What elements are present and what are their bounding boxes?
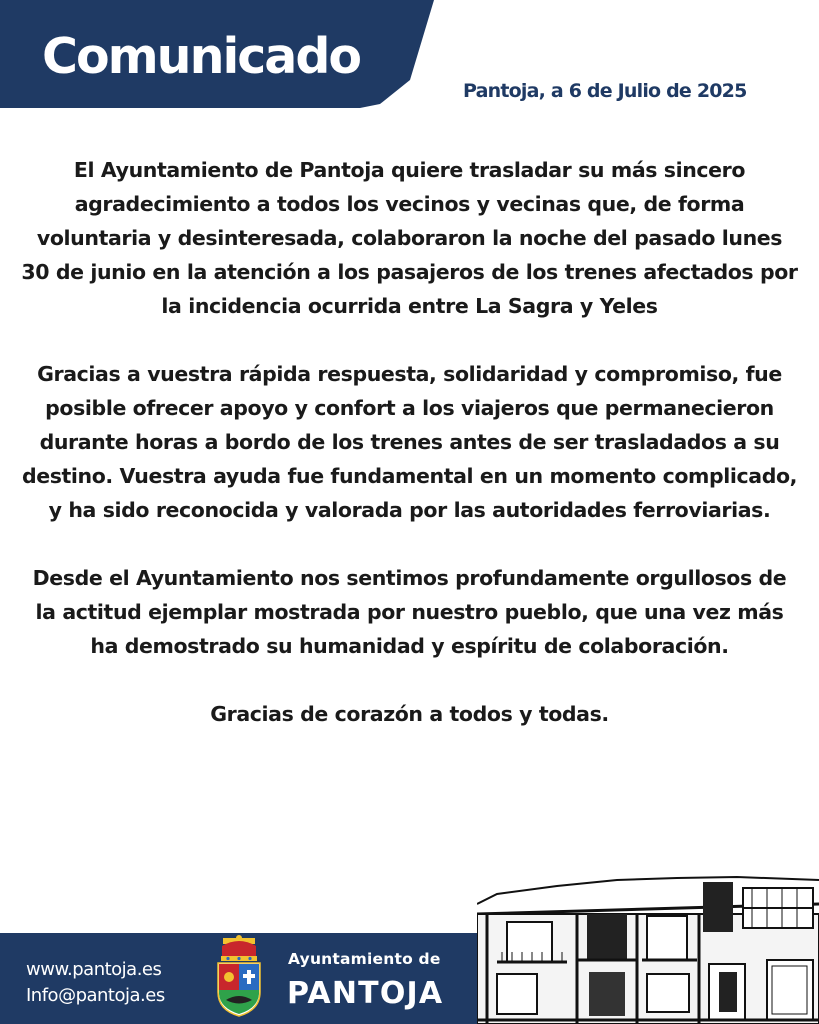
- paragraph-closing: Gracias de corazón a todos y todas.: [210, 702, 609, 726]
- paragraph-gratitude: El Ayuntamiento de Pantoja quiere trasladar su más sincero agradecimiento a todos los vecinos y vecinas que, de forma voluntaria y desinteresada, colaboraron la noche del pasado lunes 30 de junio en la atención a los pasajeros de los trenes afectados por la incidencia ocurrida entre La Sagra y Yeles: [21, 158, 798, 318]
- page-title: Comunicado: [42, 28, 361, 85]
- town-name: PANTOJA: [287, 976, 444, 1011]
- paragraph-pride: Desde el Ayuntamiento nos sentimos profundamente orgullosos de la actitud ejemplar mostrada por nuestro pueblo, que una vez más ha demostrado su humanidad y espíritu de colaboración.: [32, 566, 787, 658]
- website-link[interactable]: www.pantoja.es: [26, 959, 162, 980]
- date-line: Pantoja, a 6 de Julio de 2025: [463, 80, 747, 102]
- email-link[interactable]: Info@pantoja.es: [26, 985, 165, 1006]
- town-hall-sketch: [477, 874, 819, 1024]
- paragraph-response: Gracias a vuestra rápida respuesta, solidaridad y compromiso, fue posible ofrecer apoyo y confort a los viajeros que permanecieron durante horas a bordo de los trenes antes de ser trasladados a su destino. Vuestra ayuda fue fundamental en un momento complicado, y ha sido reconocida y valorada por las autoridades ferroviarias.: [21, 362, 798, 522]
- announcement-body: [20, 153, 799, 765]
- coat-of-arms-icon: [214, 934, 264, 1018]
- ayuntamiento-label: Ayuntamiento de: [288, 950, 441, 968]
